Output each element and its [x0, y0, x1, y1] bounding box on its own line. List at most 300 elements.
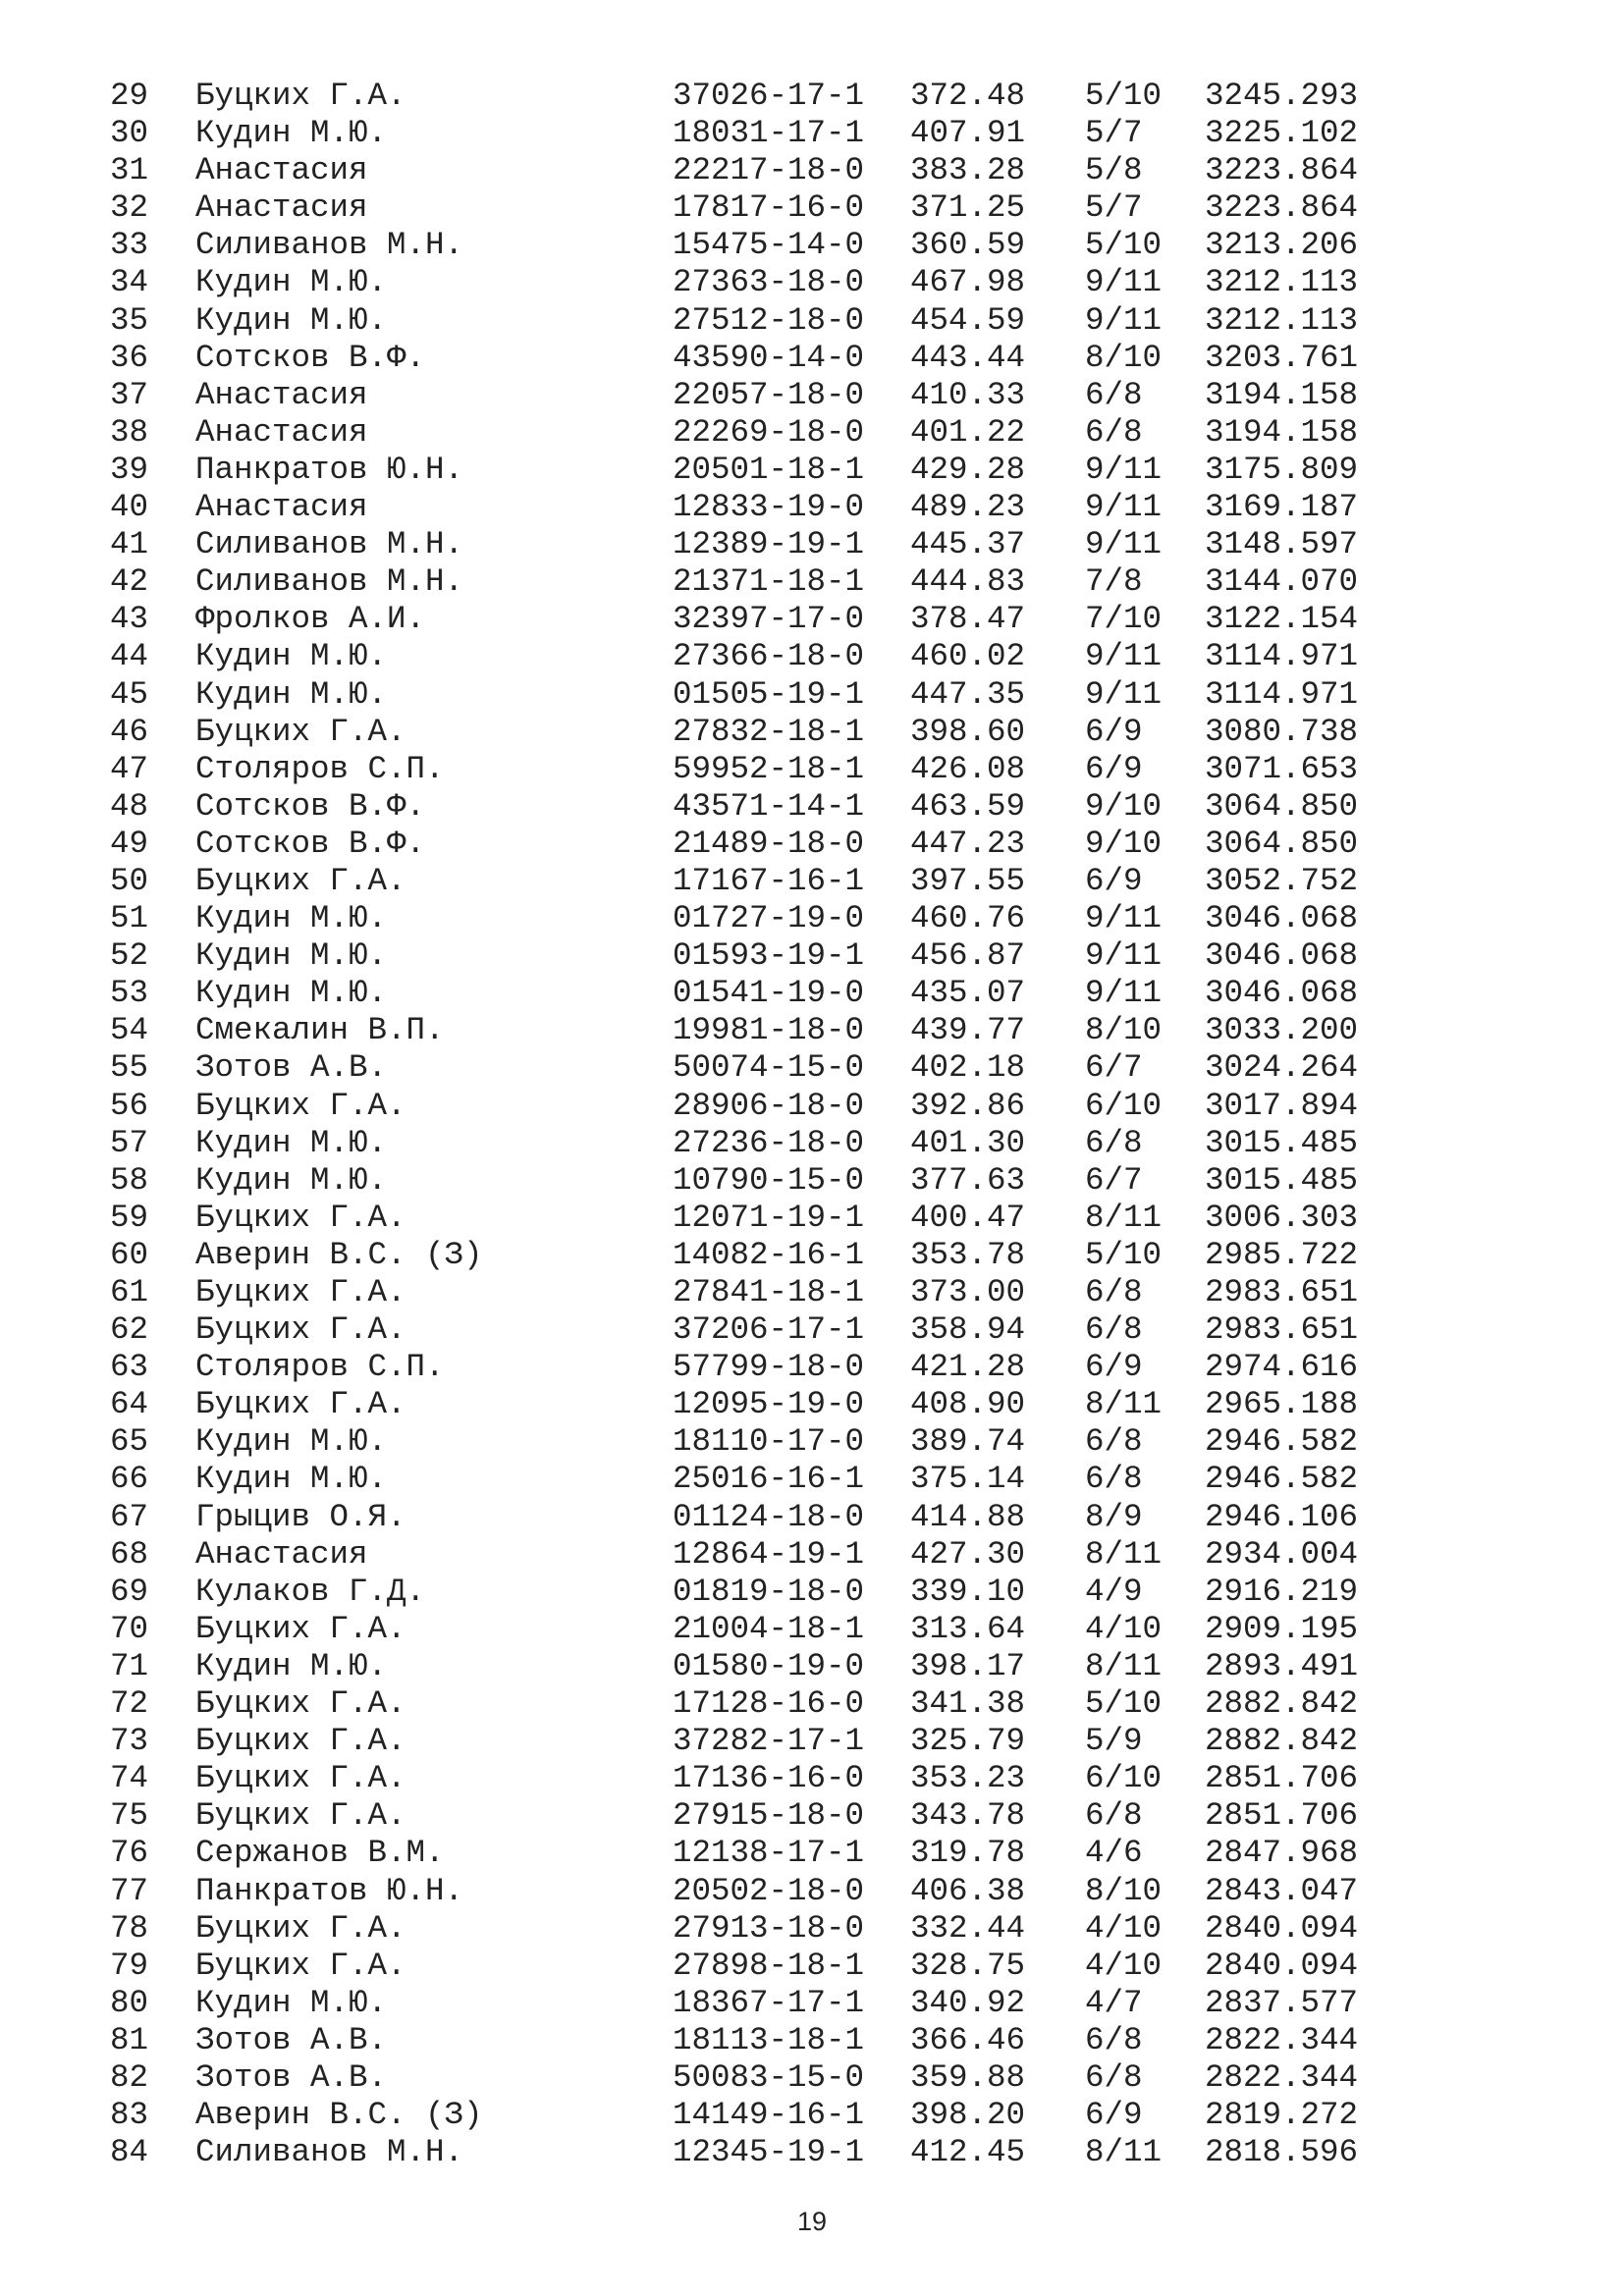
ratio-cell: 9/11: [1085, 638, 1163, 675]
rank-cell: 59: [110, 1199, 149, 1236]
score-cell: 427.30: [910, 1535, 1026, 1573]
total-cell: 2818.596: [1205, 2134, 1359, 2171]
table-row: [110, 152, 1401, 189]
ratio-cell: 5/7: [1085, 115, 1143, 152]
score-cell: 443.44: [910, 339, 1026, 376]
table-row: [110, 1574, 1401, 1611]
score-cell: 407.91: [910, 115, 1026, 152]
table-row: [110, 676, 1401, 714]
score-cell: 444.83: [910, 563, 1026, 601]
author-cell: Фролков А.И.: [195, 601, 426, 638]
total-cell: 2837.577: [1205, 1984, 1359, 2021]
table-row: [110, 1237, 1401, 1274]
table-row: [110, 863, 1401, 900]
ratio-cell: 9/11: [1085, 451, 1163, 488]
author-cell: Зотов А.В.: [195, 2021, 388, 2058]
author-cell: Кудин М.Ю.: [195, 301, 388, 339]
author-cell: Буцких Г.А.: [195, 1610, 406, 1647]
ranking-table: [110, 78, 1401, 2171]
table-row: [110, 1723, 1401, 1760]
rank-cell: 65: [110, 1423, 149, 1461]
rank-cell: 36: [110, 339, 149, 376]
record-id-cell: 12138-17-1: [673, 1835, 865, 1872]
ratio-cell: 4/10: [1085, 1909, 1163, 1947]
score-cell: 445.37: [910, 526, 1026, 563]
score-cell: 421.28: [910, 1349, 1026, 1386]
record-id-cell: 18367-17-1: [673, 1984, 865, 2021]
author-cell: Кудин М.Ю.: [195, 264, 388, 301]
score-cell: 341.38: [910, 1685, 1026, 1723]
table-row: [110, 563, 1401, 601]
total-cell: 2946.582: [1205, 1461, 1359, 1498]
rank-cell: 34: [110, 264, 149, 301]
ratio-cell: 6/8: [1085, 1797, 1143, 1835]
record-id-cell: 01819-18-0: [673, 1573, 865, 1610]
author-cell: Сержанов В.М.: [195, 1835, 445, 1872]
total-cell: 2893.491: [1205, 1647, 1359, 1684]
rank-cell: 76: [110, 1835, 149, 1872]
score-cell: 371.25: [910, 189, 1026, 227]
record-id-cell: 28906-18-0: [673, 1087, 865, 1124]
table-row: [110, 2134, 1401, 2171]
score-cell: 439.77: [910, 1012, 1026, 1049]
author-cell: Буцких Г.А.: [195, 1909, 406, 1947]
author-cell: Буцких Г.А.: [195, 78, 406, 114]
ratio-cell: 9/11: [1085, 900, 1163, 937]
record-id-cell: 22269-18-0: [673, 413, 865, 451]
author-cell: Силиванов М.Н.: [195, 2134, 464, 2171]
rank-cell: 51: [110, 900, 149, 937]
total-cell: 2934.004: [1205, 1535, 1359, 1573]
total-cell: 2909.195: [1205, 1610, 1359, 1647]
total-cell: 2851.706: [1205, 1760, 1359, 1797]
author-cell: Аверин В.С. (З): [195, 2097, 483, 2134]
table-row: [110, 377, 1401, 414]
ratio-cell: 6/9: [1085, 1349, 1143, 1386]
rank-cell: 49: [110, 825, 149, 862]
total-cell: 3223.864: [1205, 189, 1359, 227]
total-cell: 3175.809: [1205, 451, 1359, 488]
record-id-cell: 37026-17-1: [673, 78, 865, 114]
total-cell: 3194.158: [1205, 376, 1359, 413]
table-row: [110, 115, 1401, 152]
ratio-cell: 8/11: [1085, 2134, 1163, 2171]
record-id-cell: 22217-18-0: [673, 152, 865, 189]
score-cell: 313.64: [910, 1610, 1026, 1647]
score-cell: 429.28: [910, 451, 1026, 488]
record-id-cell: 18110-17-0: [673, 1423, 865, 1461]
author-cell: Буцких Г.А.: [195, 1760, 406, 1797]
ratio-cell: 6/8: [1085, 1124, 1143, 1161]
record-id-cell: 17136-16-0: [673, 1760, 865, 1797]
score-cell: 373.00: [910, 1274, 1026, 1310]
author-cell: Силиванов М.Н.: [195, 227, 464, 264]
record-id-cell: 01505-19-1: [673, 675, 865, 713]
score-cell: 401.22: [910, 413, 1026, 451]
rank-cell: 82: [110, 2058, 149, 2096]
record-id-cell: 20501-18-1: [673, 451, 865, 488]
ratio-cell: 6/8: [1085, 413, 1143, 451]
table-row: [110, 638, 1401, 675]
ratio-cell: 5/8: [1085, 152, 1143, 189]
total-cell: 3052.752: [1205, 862, 1359, 899]
total-cell: 2882.842: [1205, 1723, 1359, 1760]
author-cell: Кудин М.Ю.: [195, 1984, 388, 2021]
rank-cell: 35: [110, 301, 149, 339]
record-id-cell: 37206-17-1: [673, 1311, 865, 1349]
record-id-cell: 10790-15-0: [673, 1161, 865, 1199]
author-cell: Кудин М.Ю.: [195, 638, 388, 675]
rank-cell: 84: [110, 2134, 149, 2171]
record-id-cell: 19981-18-0: [673, 1012, 865, 1049]
author-cell: Кудин М.Ю.: [195, 675, 388, 713]
rank-cell: 60: [110, 1236, 149, 1273]
author-cell: Грыцив О.Я.: [195, 1498, 406, 1535]
ratio-cell: 5/10: [1085, 227, 1163, 264]
record-id-cell: 27366-18-0: [673, 638, 865, 675]
total-cell: 3017.894: [1205, 1087, 1359, 1124]
record-id-cell: 27841-18-1: [673, 1274, 865, 1310]
ratio-cell: 9/11: [1085, 937, 1163, 975]
rank-cell: 70: [110, 1610, 149, 1647]
rank-cell: 77: [110, 1872, 149, 1909]
author-cell: Буцких Г.А.: [195, 1274, 406, 1310]
total-cell: 3212.113: [1205, 301, 1359, 339]
record-id-cell: 22057-18-0: [673, 376, 865, 413]
ratio-cell: 8/11: [1085, 1535, 1163, 1573]
author-cell: Силиванов М.Н.: [195, 563, 464, 601]
author-cell: Буцких Г.А.: [195, 1685, 406, 1723]
ratio-cell: 8/11: [1085, 1647, 1163, 1684]
table-row: [110, 489, 1401, 526]
rank-cell: 55: [110, 1049, 149, 1087]
total-cell: 2882.842: [1205, 1685, 1359, 1723]
total-cell: 3024.264: [1205, 1049, 1359, 1087]
score-cell: 447.35: [910, 675, 1026, 713]
author-cell: Сотсков В.Ф.: [195, 339, 426, 376]
table-row: [110, 452, 1401, 489]
author-cell: Буцких Г.А.: [195, 862, 406, 899]
rank-cell: 54: [110, 1012, 149, 1049]
author-cell: Кудин М.Ю.: [195, 975, 388, 1012]
table-row: [110, 1125, 1401, 1162]
table-row: [110, 1088, 1401, 1125]
record-id-cell: 21004-18-1: [673, 1610, 865, 1647]
record-id-cell: 27898-18-1: [673, 1947, 865, 1984]
total-cell: 2840.094: [1205, 1909, 1359, 1947]
total-cell: 3114.971: [1205, 675, 1359, 713]
rank-cell: 68: [110, 1535, 149, 1573]
ratio-cell: 9/11: [1085, 264, 1163, 301]
table-row: [110, 1049, 1401, 1087]
author-cell: Буцких Г.А.: [195, 1311, 406, 1349]
author-cell: Буцких Г.А.: [195, 1947, 406, 1984]
author-cell: Кулаков Г.Д.: [195, 1573, 426, 1610]
table-row: [110, 1461, 1401, 1498]
rank-cell: 30: [110, 115, 149, 152]
record-id-cell: 59952-18-1: [673, 750, 865, 787]
total-cell: 3046.068: [1205, 937, 1359, 975]
author-cell: Анастасия: [195, 413, 368, 451]
table-row: [110, 1274, 1401, 1311]
rank-cell: 43: [110, 601, 149, 638]
ratio-cell: 9/11: [1085, 526, 1163, 563]
ratio-cell: 4/6: [1085, 1835, 1143, 1872]
ratio-cell: 8/11: [1085, 1199, 1163, 1236]
ratio-cell: 6/8: [1085, 376, 1143, 413]
record-id-cell: 21371-18-1: [673, 563, 865, 601]
score-cell: 460.02: [910, 638, 1026, 675]
record-id-cell: 21489-18-0: [673, 825, 865, 862]
score-cell: 360.59: [910, 227, 1026, 264]
table-row: [110, 1349, 1401, 1386]
author-cell: Аверин В.С. (З): [195, 1236, 483, 1273]
record-id-cell: 17167-16-1: [673, 862, 865, 899]
ratio-cell: 4/10: [1085, 1947, 1163, 1984]
total-cell: 2822.344: [1205, 2021, 1359, 2058]
score-cell: 383.28: [910, 152, 1026, 189]
ratio-cell: 6/7: [1085, 1049, 1143, 1087]
record-id-cell: 18031-17-1: [673, 115, 865, 152]
table-row: [110, 1797, 1401, 1835]
ratio-cell: 6/8: [1085, 2058, 1143, 2096]
total-cell: 2946.582: [1205, 1423, 1359, 1461]
ratio-cell: 6/7: [1085, 1161, 1143, 1199]
table-row: [110, 1611, 1401, 1648]
table-row: [110, 1311, 1401, 1349]
table-row: [110, 975, 1401, 1012]
rank-cell: 72: [110, 1685, 149, 1723]
author-cell: Сотсков В.Ф.: [195, 825, 426, 862]
table-row: [110, 826, 1401, 863]
total-cell: 3071.653: [1205, 750, 1359, 787]
total-cell: 3064.850: [1205, 825, 1359, 862]
total-cell: 3213.206: [1205, 227, 1359, 264]
rank-cell: 79: [110, 1947, 149, 1984]
score-cell: 400.47: [910, 1199, 1026, 1236]
rank-cell: 45: [110, 675, 149, 713]
ratio-cell: 6/8: [1085, 1423, 1143, 1461]
table-row: [110, 1200, 1401, 1237]
author-cell: Анастасия: [195, 189, 368, 227]
score-cell: 325.79: [910, 1723, 1026, 1760]
total-cell: 2822.344: [1205, 2058, 1359, 2096]
total-cell: 3223.864: [1205, 152, 1359, 189]
table-row: [110, 714, 1401, 751]
ratio-cell: 4/10: [1085, 1610, 1163, 1647]
table-row: [110, 1499, 1401, 1536]
score-cell: 375.14: [910, 1461, 1026, 1498]
total-cell: 2843.047: [1205, 1872, 1359, 1909]
total-cell: 3169.187: [1205, 489, 1359, 526]
rank-cell: 52: [110, 937, 149, 975]
ratio-cell: 8/11: [1085, 1386, 1163, 1423]
rank-cell: 31: [110, 152, 149, 189]
rank-cell: 67: [110, 1498, 149, 1535]
rank-cell: 81: [110, 2021, 149, 2058]
rank-cell: 57: [110, 1124, 149, 1161]
record-id-cell: 01727-19-0: [673, 900, 865, 937]
ratio-cell: 9/10: [1085, 825, 1163, 862]
table-row: [110, 264, 1401, 301]
ratio-cell: 6/8: [1085, 1274, 1143, 1310]
total-cell: 3015.485: [1205, 1161, 1359, 1199]
table-row: [110, 414, 1401, 452]
score-cell: 414.88: [910, 1498, 1026, 1535]
score-cell: 372.48: [910, 78, 1026, 114]
total-cell: 3015.485: [1205, 1124, 1359, 1161]
rank-cell: 38: [110, 413, 149, 451]
ratio-cell: 6/8: [1085, 1311, 1143, 1349]
score-cell: 353.78: [910, 1236, 1026, 1273]
author-cell: Силиванов М.Н.: [195, 526, 464, 563]
total-cell: 2983.651: [1205, 1274, 1359, 1310]
ratio-cell: 5/10: [1085, 1236, 1163, 1273]
total-cell: 3194.158: [1205, 413, 1359, 451]
ratio-cell: 7/8: [1085, 563, 1143, 601]
table-row: [110, 1910, 1401, 1948]
record-id-cell: 14082-16-1: [673, 1236, 865, 1273]
total-cell: 3046.068: [1205, 900, 1359, 937]
score-cell: 319.78: [910, 1835, 1026, 1872]
author-cell: Кудин М.Ю.: [195, 1161, 388, 1199]
ratio-cell: 8/10: [1085, 339, 1163, 376]
author-cell: Анастасия: [195, 1535, 368, 1573]
record-id-cell: 01124-18-0: [673, 1498, 865, 1535]
author-cell: Кудин М.Ю.: [195, 1461, 388, 1498]
rank-cell: 46: [110, 713, 149, 750]
table-row: [110, 1760, 1401, 1797]
author-cell: Анастасия: [195, 152, 368, 189]
author-cell: Анастасия: [195, 489, 368, 526]
table-row: [110, 227, 1401, 264]
ratio-cell: 5/7: [1085, 189, 1143, 227]
rank-cell: 83: [110, 2097, 149, 2134]
rank-cell: 39: [110, 451, 149, 488]
total-cell: 2916.219: [1205, 1573, 1359, 1610]
ratio-cell: 6/10: [1085, 1760, 1163, 1797]
table-row: [110, 340, 1401, 377]
ratio-cell: 5/10: [1085, 78, 1163, 114]
ratio-cell: 4/9: [1085, 1573, 1143, 1610]
score-cell: 378.47: [910, 601, 1026, 638]
score-cell: 401.30: [910, 1124, 1026, 1161]
score-cell: 389.74: [910, 1423, 1026, 1461]
table-row: [110, 1835, 1401, 1872]
rank-cell: 41: [110, 526, 149, 563]
rank-cell: 32: [110, 189, 149, 227]
score-cell: 339.10: [910, 1573, 1026, 1610]
table-row: [110, 526, 1401, 563]
rank-cell: 29: [110, 78, 149, 114]
record-id-cell: 43571-14-1: [673, 787, 865, 825]
author-cell: Анастасия: [195, 376, 368, 413]
author-cell: Зотов А.В.: [195, 1049, 388, 1087]
score-cell: 340.92: [910, 1984, 1026, 2021]
total-cell: 3212.113: [1205, 264, 1359, 301]
record-id-cell: 27915-18-0: [673, 1797, 865, 1835]
rank-cell: 56: [110, 1087, 149, 1124]
record-id-cell: 27512-18-0: [673, 301, 865, 339]
ranking-table-body: [110, 78, 1401, 2171]
ratio-cell: 8/10: [1085, 1872, 1163, 1909]
table-row: [110, 78, 1401, 115]
record-id-cell: 27832-18-1: [673, 713, 865, 750]
score-cell: 456.87: [910, 937, 1026, 975]
record-id-cell: 01580-19-0: [673, 1647, 865, 1684]
record-id-cell: 01541-19-0: [673, 975, 865, 1012]
total-cell: 2819.272: [1205, 2097, 1359, 2134]
ratio-cell: 9/11: [1085, 975, 1163, 1012]
score-cell: 358.94: [910, 1311, 1026, 1349]
score-cell: 343.78: [910, 1797, 1026, 1835]
score-cell: 332.44: [910, 1909, 1026, 1947]
rank-cell: 53: [110, 975, 149, 1012]
score-cell: 406.38: [910, 1872, 1026, 1909]
total-cell: 3114.971: [1205, 638, 1359, 675]
record-id-cell: 37282-17-1: [673, 1723, 865, 1760]
total-cell: 2946.106: [1205, 1498, 1359, 1535]
rank-cell: 66: [110, 1461, 149, 1498]
table-row: [110, 1948, 1401, 1985]
score-cell: 410.33: [910, 376, 1026, 413]
rank-cell: 44: [110, 638, 149, 675]
author-cell: Кудин М.Ю.: [195, 1647, 388, 1684]
author-cell: Зотов А.В.: [195, 2058, 388, 2096]
score-cell: 489.23: [910, 489, 1026, 526]
ratio-cell: 6/8: [1085, 1461, 1143, 1498]
author-cell: Смекалин В.П.: [195, 1012, 445, 1049]
page-number: 19: [796, 2207, 828, 2236]
author-cell: Панкратов Ю.Н.: [195, 451, 464, 488]
total-cell: 3203.761: [1205, 339, 1359, 376]
table-row: [110, 1162, 1401, 1200]
rank-cell: 48: [110, 787, 149, 825]
rank-cell: 50: [110, 862, 149, 899]
rank-cell: 74: [110, 1760, 149, 1797]
total-cell: 2965.188: [1205, 1386, 1359, 1423]
ratio-cell: 9/11: [1085, 489, 1163, 526]
ratio-cell: 7/10: [1085, 601, 1163, 638]
table-row: [110, 1386, 1401, 1423]
ratio-cell: 9/11: [1085, 301, 1163, 339]
score-cell: 377.63: [910, 1161, 1026, 1199]
author-cell: Сотсков В.Ф.: [195, 787, 426, 825]
record-id-cell: 17817-16-0: [673, 189, 865, 227]
score-cell: 353.23: [910, 1760, 1026, 1797]
author-cell: Буцких Г.А.: [195, 1386, 406, 1423]
rank-cell: 75: [110, 1797, 149, 1835]
total-cell: 3144.070: [1205, 563, 1359, 601]
total-cell: 2851.706: [1205, 1797, 1359, 1835]
total-cell: 2847.968: [1205, 1835, 1359, 1872]
table-row: [110, 2097, 1401, 2134]
table-row: [110, 302, 1401, 340]
score-cell: 402.18: [910, 1049, 1026, 1087]
score-cell: 366.46: [910, 2021, 1026, 2058]
rank-cell: 71: [110, 1647, 149, 1684]
score-cell: 398.60: [910, 713, 1026, 750]
author-cell: Столяров С.П.: [195, 750, 445, 787]
score-cell: 398.20: [910, 2097, 1026, 2134]
record-id-cell: 50074-15-0: [673, 1049, 865, 1087]
record-id-cell: 12833-19-0: [673, 489, 865, 526]
total-cell: 3245.293: [1205, 78, 1359, 114]
ratio-cell: 6/9: [1085, 2097, 1143, 2134]
total-cell: 2840.094: [1205, 1947, 1359, 1984]
rank-cell: 37: [110, 376, 149, 413]
rank-cell: 73: [110, 1723, 149, 1760]
